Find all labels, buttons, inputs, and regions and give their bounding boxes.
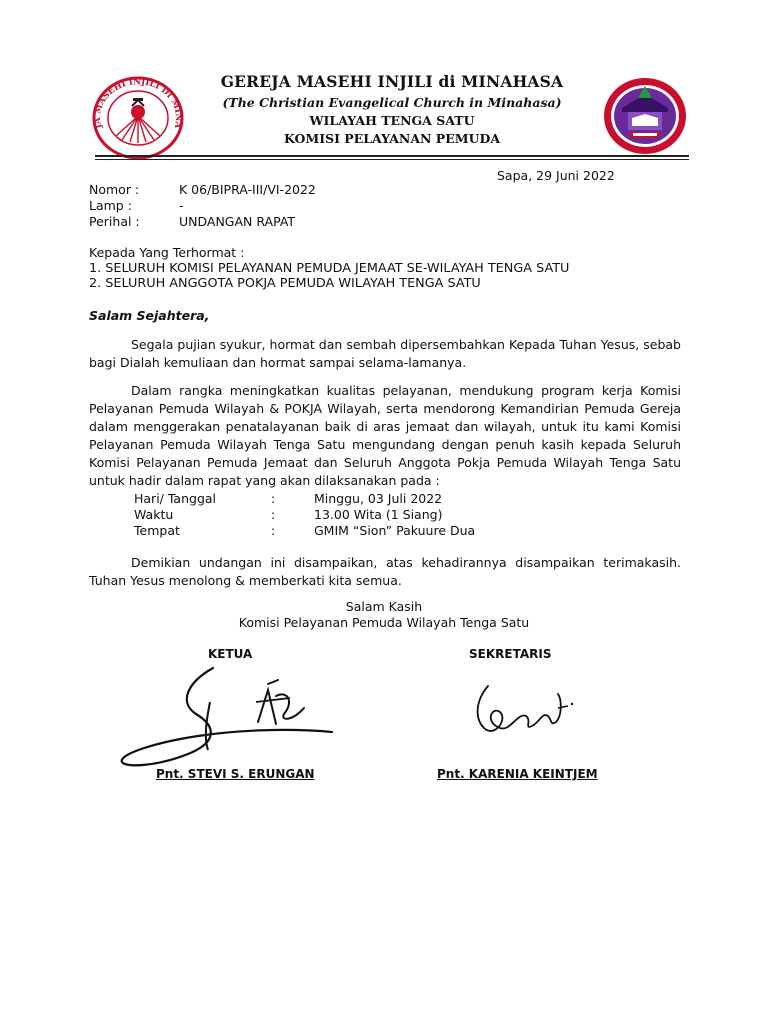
letterhead-text [192,72,592,146]
schedule-value-1: Minggu, 03 Juli 2022 [314,491,443,506]
perihal-label: Perihal : [89,214,140,229]
signature-left-handwritten [118,662,338,774]
org-name-english: (The Christian Evangelical Church in Minahasa) [222,95,562,110]
signature-right-title: SEKRETARIS [469,647,552,661]
recipient-line-1: 1. SELURUH KOMISI PELAYANAN PEMUDA JEMAAT SE-WILAYAH TENGA SATU [89,261,570,276]
lamp-value: - [179,198,184,213]
letterhead [87,66,688,160]
signature-right-name: Pnt. KARENIA KEINTJEM [437,767,598,781]
paragraph-3 [89,554,681,590]
closing-org: Komisi Pelayanan Pemuda Wilayah Tenga Satu [238,615,530,630]
paragraph-2-text: Dalam rangka meningkatkan kualitas pelayanan, mendukung program kerja Komisi Pelayanan Pemuda Wilayah & POKJA Wilayah, serta mendorong Kemandirian Pemuda Gereja dalam menggerakan penatalayanan baik di aras jemaat dan wilayah, untuk itu kami Komisi Pelayanan Pemuda Wilayah Tenga Satu mengundang dengan penuh kasih kepada Seluruh Komisi Pelayanan Pemuda Jemaat dan Seluruh Anggota Pokja Pemuda Wilayah Tenga Satu untuk hadir dalam rapat yang akan dilaksanakan pada : [89,383,681,488]
closing-salam: Salam Kasih [345,599,423,614]
recipient-line-2: 2. SELURUH ANGGOTA POKJA PEMUDA WILAYAH TENGA SATU [89,276,481,291]
lamp-label: Lamp : [89,198,132,213]
schedule-label-3: Tempat [134,523,180,538]
schedule-value-3: GMIM “Sion” Pakuure Dua [314,523,476,538]
signature-left-title: KETUA [208,647,253,661]
schedule-value-2: 13.00 Wita (1 Siang) [314,507,443,522]
youth-commission-logo-icon [602,76,688,156]
recipients-intro: Kepada Yang Terhormat : [89,245,245,260]
header-divider [95,155,689,157]
header-divider-thin [95,159,689,160]
perihal-value: UNDANGAN RAPAT [179,214,296,229]
greeting: Salam Sejahtera, [89,308,210,323]
schedule-sep-1: : [271,491,276,506]
seal-left-text: GEREJA MASEHI INJILI DI MINAHASA [87,69,184,130]
nomor-value: K 06/BIPRA-III/VI-2022 [179,182,316,197]
paragraph-1-text: Segala pujian syukur, hormat dan sembah dipersembahkan Kepada Tuhan Yesus, sebab bagi Dialah kemuliaan dan hormat sampai selama-lamanya. [89,337,681,370]
schedule-sep-3: : [271,523,276,538]
signature-right-handwritten [470,682,580,744]
region-name: WILAYAH TENGA SATU [309,113,475,128]
signature-left-name: Pnt. STEVI S. ERUNGAN [156,767,315,781]
place-date: Sapa, 29 Juni 2022 [497,168,615,183]
paragraph-3-text: Demikian undangan ini disampaikan, atas kehadirannya disampaikan terimakasih. Tuhan Yesus menolong & memberkati kita semua. [89,555,681,588]
nomor-label: Nomor : [89,182,140,197]
paragraph-1 [89,336,681,372]
schedule-label-2: Waktu [134,507,174,522]
schedule-label-1: Hari/ Tanggal [134,491,217,506]
org-name: GEREJA MASEHI INJILI di MINAHASA [220,72,564,91]
gmim-seal-icon [87,69,184,160]
commission-name: KOMISI PELAYANAN PEMUDA [283,131,501,146]
schedule-sep-2: : [271,507,276,522]
paragraph-2 [89,382,681,490]
